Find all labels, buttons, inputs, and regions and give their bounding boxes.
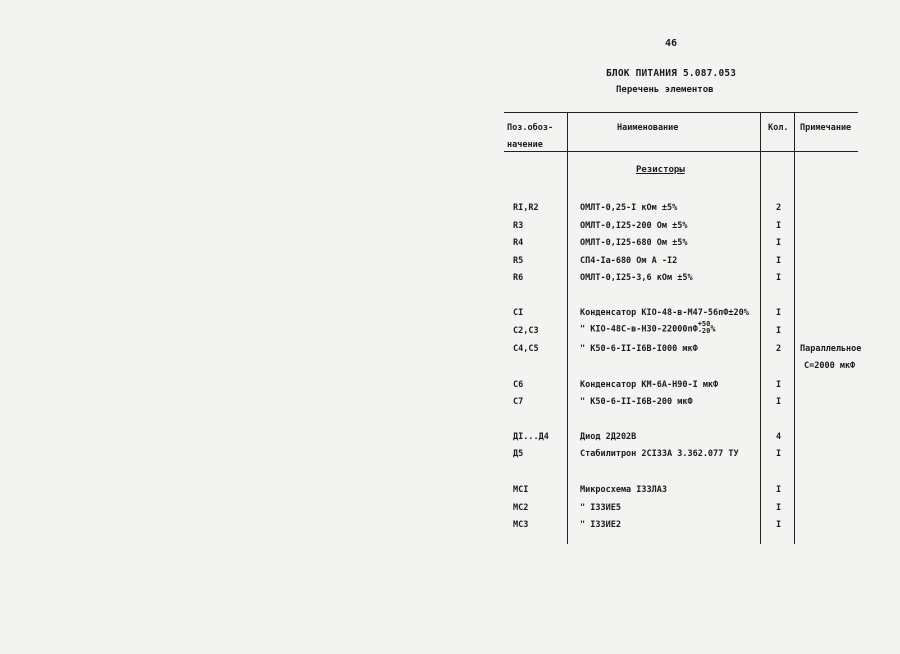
name-cell: " К50-6-II-I6В-200 мкФ: [580, 397, 693, 407]
header-name: Наименование: [617, 123, 679, 133]
tolerance-plus: +50: [697, 320, 711, 328]
name-cell: " К50-6-II-I6В-I000 мкФ: [580, 344, 698, 354]
name-text: " КIO-48C-в-Н30-22000пФ: [580, 324, 698, 335]
pos-cell: МС2: [513, 503, 529, 513]
page-number: 46: [665, 38, 678, 49]
qty-cell: I: [776, 380, 782, 390]
qty-cell: 4: [776, 432, 782, 442]
name-cell: ОМЛТ-0,I25-200 Ом ±5%: [580, 221, 688, 231]
name-cell: Микросхема I33ЛА3: [580, 485, 667, 495]
header-qty: Кол.: [768, 123, 789, 133]
table-top-rule: [504, 112, 858, 113]
section-title-resistors: Резисторы: [636, 165, 685, 175]
name-cell: ОМЛТ-0,I25-3,6 кОм ±5%: [580, 273, 693, 283]
document-title: БЛОК ПИТАНИЯ 5.087.053: [606, 68, 737, 79]
header-pos-line1: Поз.обоз-: [507, 123, 554, 133]
tolerance-minus: -20: [697, 327, 711, 335]
note-cell-line2: С=2000 мкФ: [804, 361, 856, 371]
pos-cell: C6: [513, 380, 524, 390]
qty-cell: 2: [776, 203, 782, 213]
name-cell: " I33ИЕ5: [580, 503, 621, 513]
qty-cell: I: [776, 256, 782, 266]
name-cell: " I33ИЕ2: [580, 520, 621, 530]
column-divider-qty: [794, 112, 795, 544]
pos-cell: R5: [513, 256, 524, 266]
pos-cell: RI,R2: [513, 203, 539, 213]
name-cell: [580, 322, 715, 336]
header-pos-line2: начение: [507, 140, 543, 150]
tolerance-unit: %: [710, 324, 716, 335]
pos-cell: C4,C5: [513, 344, 539, 354]
name-cell: ОМЛТ-0,I25-680 Ом ±5%: [580, 238, 688, 248]
pos-cell: CI: [513, 308, 524, 318]
name-cell: Конденсатор КМ-6А-Н90-I мкФ: [580, 380, 719, 390]
qty-cell: I: [776, 221, 782, 231]
qty-cell: I: [776, 238, 782, 248]
name-cell: Конденсатор КIO-48-в-М47-56пФ±20%: [580, 308, 749, 318]
table-header-rule: [504, 151, 858, 152]
qty-cell: I: [776, 485, 782, 495]
name-cell: Диод 2Д202В: [580, 432, 637, 442]
column-divider-name: [760, 112, 761, 544]
name-cell: Стабилитрон 2СI33А 3.362.077 ТУ: [580, 449, 739, 459]
qty-cell: I: [776, 273, 782, 283]
qty-cell: I: [776, 308, 782, 318]
name-cell: СП4-Iа-680 Ом А -I2: [580, 256, 678, 266]
pos-cell: МСI: [513, 485, 529, 495]
qty-cell: I: [776, 397, 782, 407]
pos-cell: ДI...Д4: [513, 432, 549, 442]
qty-cell: 2: [776, 344, 782, 354]
name-cell: ОМЛТ-0,25-I кОм ±5%: [580, 203, 678, 213]
tolerance-superscript: [698, 321, 711, 335]
qty-cell: I: [776, 449, 782, 459]
qty-cell: I: [776, 503, 782, 513]
qty-cell: I: [776, 326, 782, 336]
note-cell: Параллельное: [800, 344, 862, 354]
pos-cell: C7: [513, 397, 524, 407]
document-subtitle: Перечень элементов: [616, 85, 714, 95]
pos-cell: Д5: [513, 449, 524, 459]
pos-cell: МС3: [513, 520, 529, 530]
header-note: Примечание: [800, 123, 852, 133]
pos-cell: R6: [513, 273, 524, 283]
qty-cell: I: [776, 520, 782, 530]
pos-cell: R3: [513, 221, 524, 231]
column-divider-pos: [567, 112, 568, 544]
pos-cell: C2,C3: [513, 326, 539, 336]
pos-cell: R4: [513, 238, 524, 248]
